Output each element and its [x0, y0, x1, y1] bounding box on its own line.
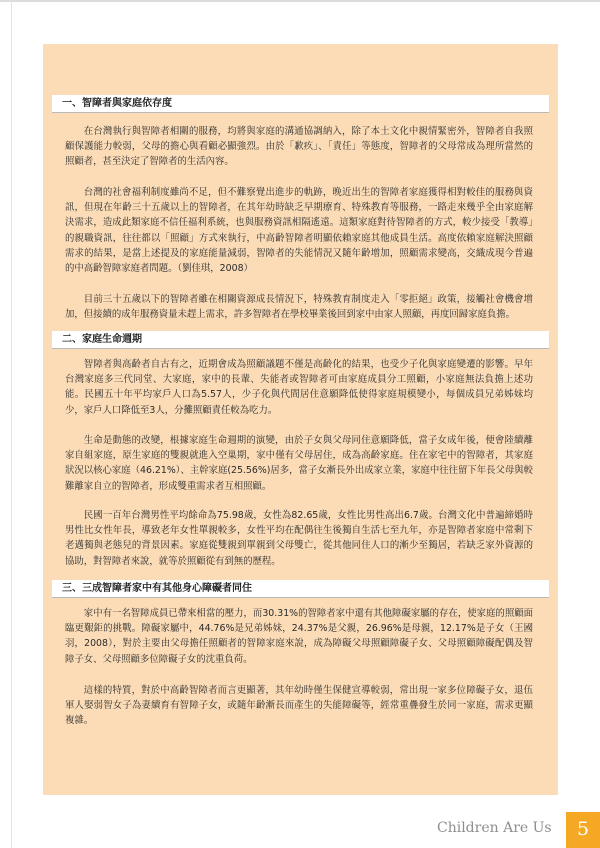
section-heading-text: 二、家庭生命週期 — [62, 334, 142, 345]
section-heading-rule — [52, 112, 549, 113]
section-heading-3 — [52, 580, 549, 598]
paragraph: 台灣的社會福利制度雖尚不足，但不難察覺出進步的軌跡，晚近出生的智障者家庭獲得相對較佳的服務與資訊，但現在年齡三十五歲以上的智障者，在其年幼時缺乏早期療育、特殊教育等服務，一路走來幾乎全由家庭解決需求，造成此類家庭不信任福利系統，也與服務資訊相隔遙遠。這類家庭對待智障者的方式，較少接受「教導」的親職資訊，往往都以「照顧」方式來執行，中高齡智障者明顯依賴家庭其他成員生活。高度依賴家庭解決照顧需求的結果，是當上述提及的家庭能量減弱，智障者的失能情況又隨年齡增加，照顧需求變高，交織成現今普遍的中高齡智障家庭者問題。（劉佳琪，2008） — [65, 187, 533, 275]
page-number: 5 — [576, 818, 590, 840]
paragraph: 在台灣執行與智障者相關的服務，均將與家庭的溝通協調納入，除了本土文化中親情緊密外，智障者自我照顧保護能力較弱，父母的擔心與看顧必顯強烈。由於「歉疚」、「責任」等態度，智障者的父母常成為理所當然的照顧者，甚至決定了智障者的生活內容。 — [65, 126, 533, 168]
paragraph: 目前三十五歲以下的智障者雖在相關資源成長情況下，特殊教育制度走入「零拒絕」政策，接觸社會機會增加，但接續的成年服務資量未趕上需求，許多智障者在學校畢業後回到家中由家人照顧，再度回歸家庭負擔。 — [65, 294, 533, 321]
section-heading-2 — [52, 331, 549, 349]
paragraph: 民國一百年台灣男性平均餘命為75.98歲，女性為82.65歲，女性比男性高出6.7歲。台灣文化中普遍締婚時男性比女性年長，導致老年女性單親較多，女性平均在配偶往生後獨自生活七至九年，亦是智障者家庭中常剩下老邁獨與老態兒的背景因素。家庭從雙親到單親到父母雙亡，從其他同住人口的漸少至獨居，若缺乏家外資源的協助，對智障者來說，就等於照顧從有到無的歷程。 — [65, 510, 533, 567]
left-border — [11, 0, 12, 848]
paragraph: 家中有一名智障成員已帶來相當的壓力，而30.31%的智障者家中還有其他障礙家屬的存在，使家庭的照顧面臨更艱鉅的挑戰。障礙家屬中，44.76%是兄弟姊妹，24.37%是父親，26.96%是母親，12.17%是子女（王國羽，2008），對於主要由父母擔任照顧者的智障家庭來說，成為障礙父母照顧障礙子女、父母照顧障礙配偶及智障子女、父母照顧多位障礙子女的沈重負荷。 — [65, 608, 533, 665]
section-heading-rule — [52, 597, 549, 598]
footer-title: Children Are Us — [437, 820, 552, 836]
section-heading-rule — [52, 348, 549, 349]
top-border — [0, 0, 600, 2]
section-heading-text: 三、三成智障者家中有其他身心障礙者同住 — [62, 583, 252, 594]
section-heading-1 — [52, 95, 549, 113]
paragraph: 生命是動態的改變，根據家庭生命週期的演變，由於子女與父母同住意願降低，當子女成年後，便會陸續離家自組家庭，原生家庭的雙親就進入空巢期，家中僅有父母居住，成為高齡家庭。住在家宅中的智障者，其家庭狀況以核心家庭（46.21%）、主幹家庭(25.56%)居多，當子女漸長外出成家立業，家庭中往往留下年長父母與較難離家自立的智障者，形成雙重需求者互相照顧。 — [65, 435, 533, 492]
paragraph: 智障者與高齡者自古有之，近期會成為照顧議題不僅是高齡化的結果，也受少子化與家庭變遷的影響。早年台灣家庭多三代同堂、大家庭，家中的長輩、失能者或智障者可由家庭成員分工照顧，小家庭無法負擔上述功能。民國五十年平均家戶人口為5.57人，少子化與代間居住意願降低使得家庭規模變小，每個成員兄弟姊妹均少，家戶人口降低至3人，分攤照顧責任較為吃力。 — [65, 359, 533, 416]
paragraph: 這樣的特質，對於中高齡智障者而言更顯著，其年幼時僅生保健宣導較弱，常出現一家多位障礙子女，退伍軍人娶弱智女子為妻續育有智障子女，或隨年齡漸長而產生的失能障礙等，經常重疊發生於同一家庭，需求更顯複雜。 — [65, 685, 533, 727]
section-heading-text: 一、智障者與家庭依存度 — [62, 98, 172, 109]
page-number-box — [566, 812, 600, 848]
